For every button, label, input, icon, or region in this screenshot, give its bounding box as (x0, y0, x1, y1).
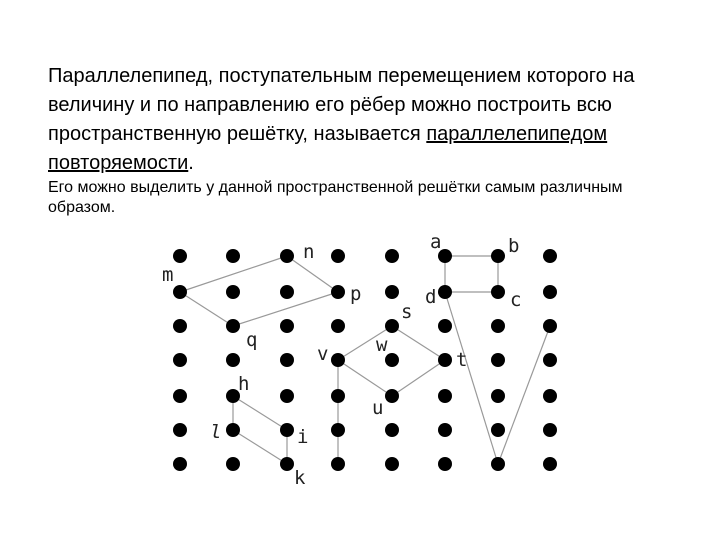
cell-edge (445, 292, 498, 464)
lattice-node (173, 249, 187, 263)
lattice-node (280, 249, 294, 263)
node-label-n: n (303, 241, 315, 263)
lattice-node (491, 249, 505, 263)
node-label-v: v (317, 343, 329, 365)
lattice-node (543, 285, 557, 299)
cell-edge (338, 360, 392, 396)
lattice-node (491, 389, 505, 403)
lattice-node (226, 319, 240, 333)
lattice-node (438, 319, 452, 333)
lattice-node (385, 457, 399, 471)
lattice-node (173, 285, 187, 299)
lattice-node (280, 353, 294, 367)
lattice-node (173, 457, 187, 471)
lattice-node (543, 319, 557, 333)
lattice-node (226, 457, 240, 471)
lattice-node (280, 319, 294, 333)
lattice-node (385, 285, 399, 299)
node-label-s: s (401, 301, 413, 323)
cell-edge (233, 430, 287, 464)
cell-edge (392, 360, 445, 396)
lattice-node (543, 353, 557, 367)
lattice-node (438, 285, 452, 299)
note-paragraph: Его можно выделить у данной пространственной решётки самым различным образом. (48, 179, 623, 216)
lattice-node (331, 285, 345, 299)
lattice-node (173, 319, 187, 333)
lattice-node (331, 319, 345, 333)
node-label-t: t (456, 349, 468, 371)
lattice-node (543, 249, 557, 263)
definition-end: . (188, 152, 194, 174)
node-label-i: i (297, 426, 309, 448)
lattice-node (226, 249, 240, 263)
lattice-node (173, 423, 187, 437)
lattice-node (331, 457, 345, 471)
node-label-c: c (510, 289, 522, 311)
lattice-node (438, 389, 452, 403)
lattice-node (385, 319, 399, 333)
node-label-q: q (246, 329, 258, 351)
lattice-node (491, 353, 505, 367)
lattice-node (331, 423, 345, 437)
lattice-node (226, 285, 240, 299)
lattice-node (385, 423, 399, 437)
cell-edge (233, 396, 287, 430)
lattice-node (438, 457, 452, 471)
definition-text: Параллелепипед, поступательным перемещением которого на величину и по направлению его рёбер можно построить всю пространственную решётку, называется (48, 65, 635, 145)
lattice-node (491, 457, 505, 471)
node-label-k: k (294, 467, 306, 489)
lattice-node (280, 285, 294, 299)
node-label-l: l (210, 421, 222, 443)
lattice-node (226, 423, 240, 437)
node-label-u: u (372, 397, 384, 419)
lattice-node (173, 389, 187, 403)
cell-edge (498, 326, 550, 464)
lattice-node (385, 389, 399, 403)
lattice-node (491, 423, 505, 437)
lattice-node (280, 423, 294, 437)
lattice-node (385, 249, 399, 263)
node-label-p: p (350, 283, 362, 305)
node-label-m: m (162, 264, 174, 286)
cell-edge (180, 292, 233, 326)
lattice-node (438, 423, 452, 437)
node-label-d: d (425, 286, 437, 308)
node-label-h: h (238, 373, 250, 395)
lattice-node (543, 457, 557, 471)
lattice-nodes (173, 249, 557, 471)
lattice-node (491, 319, 505, 333)
cell-edge (392, 326, 445, 360)
lattice-node (491, 285, 505, 299)
lattice-node (543, 389, 557, 403)
lattice-node (331, 353, 345, 367)
lattice-node (173, 353, 187, 367)
node-label-a: a (430, 231, 442, 253)
lattice-node (226, 353, 240, 367)
lattice-node (331, 249, 345, 263)
lattice-node (438, 353, 452, 367)
lattice-node (543, 423, 557, 437)
lattice-node (331, 389, 345, 403)
term-repeat-parallelepiped: параллелепипедом повторяемости (48, 123, 608, 174)
lattice-node (280, 457, 294, 471)
lattice-node (280, 389, 294, 403)
node-label-w: w (376, 334, 388, 356)
node-label-b: b (508, 235, 520, 257)
